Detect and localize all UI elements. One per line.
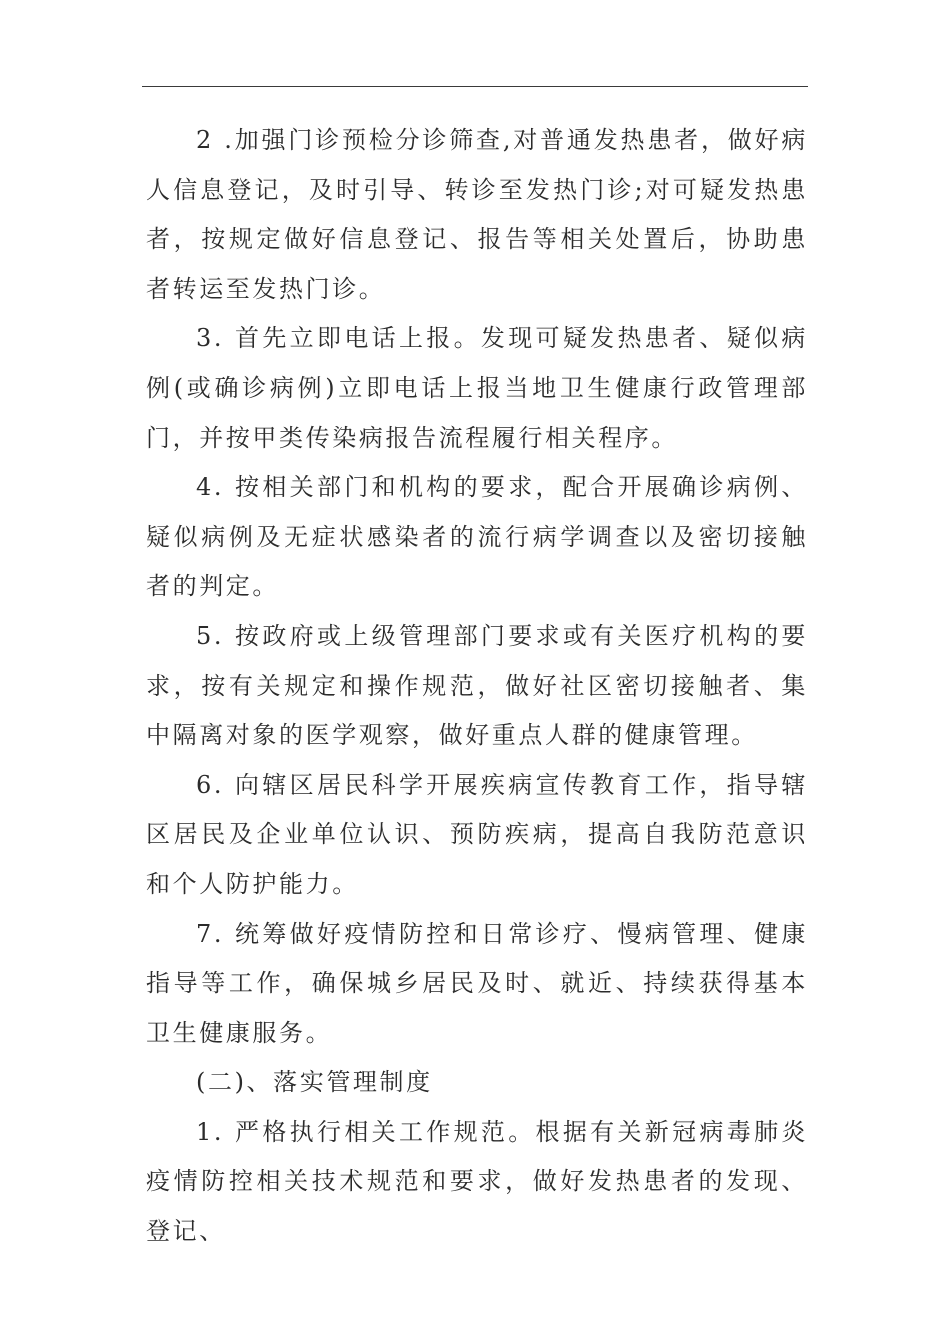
document-body	[146, 116, 808, 1257]
paragraph-item-4: 4. 按相关部门和机构的要求，配合开展确诊病例、疑似病例及无症状感染者的流行病学调查以及密切接触者的判定。	[146, 473, 808, 601]
paragraph-item-5: 5. 按政府或上级管理部门要求或有关医疗机构的要求，按有关规定和操作规范，做好社区密切接触者、集中隔离对象的医学观察，做好重点人群的健康管理。	[146, 621, 808, 750]
paragraph-item-6: 6. 向辖区居民科学开展疾病宣传教育工作，指导辖区居民及企业单位认识、预防疾病，提高自我防范意识和个人防护能力。	[146, 770, 808, 898]
header-rule	[142, 86, 808, 87]
paragraph-item-1: 1. 严格执行相关工作规范。根据有关新冠病毒肺炎疫情防控相关技术规范和要求，做好发热患者的发现、登记、	[146, 1117, 808, 1246]
paragraph-item-2: 2 .加强门诊预检分诊筛查,对普通发热患者，做好病人信息登记，及时引导、转诊至发热门诊;对可疑发热患者，按规定做好信息登记、报告等相关处置后，协助患者转运至发热门诊。	[146, 126, 808, 303]
paragraph-item-3: 3. 首先立即电话上报。发现可疑发热患者、疑似病例(或确诊病例)立即电话上报当地卫生健康行政管理部门，并按甲类传染病报告流程履行相关程序。	[146, 324, 808, 452]
paragraph-item-7: 7. 统筹做好疫情防控和日常诊疗、慢病管理、健康指导等工作，确保城乡居民及时、就近、持续获得基本卫生健康服务。	[146, 919, 808, 1047]
section-heading: (二)、落实管理制度	[196, 1068, 433, 1097]
